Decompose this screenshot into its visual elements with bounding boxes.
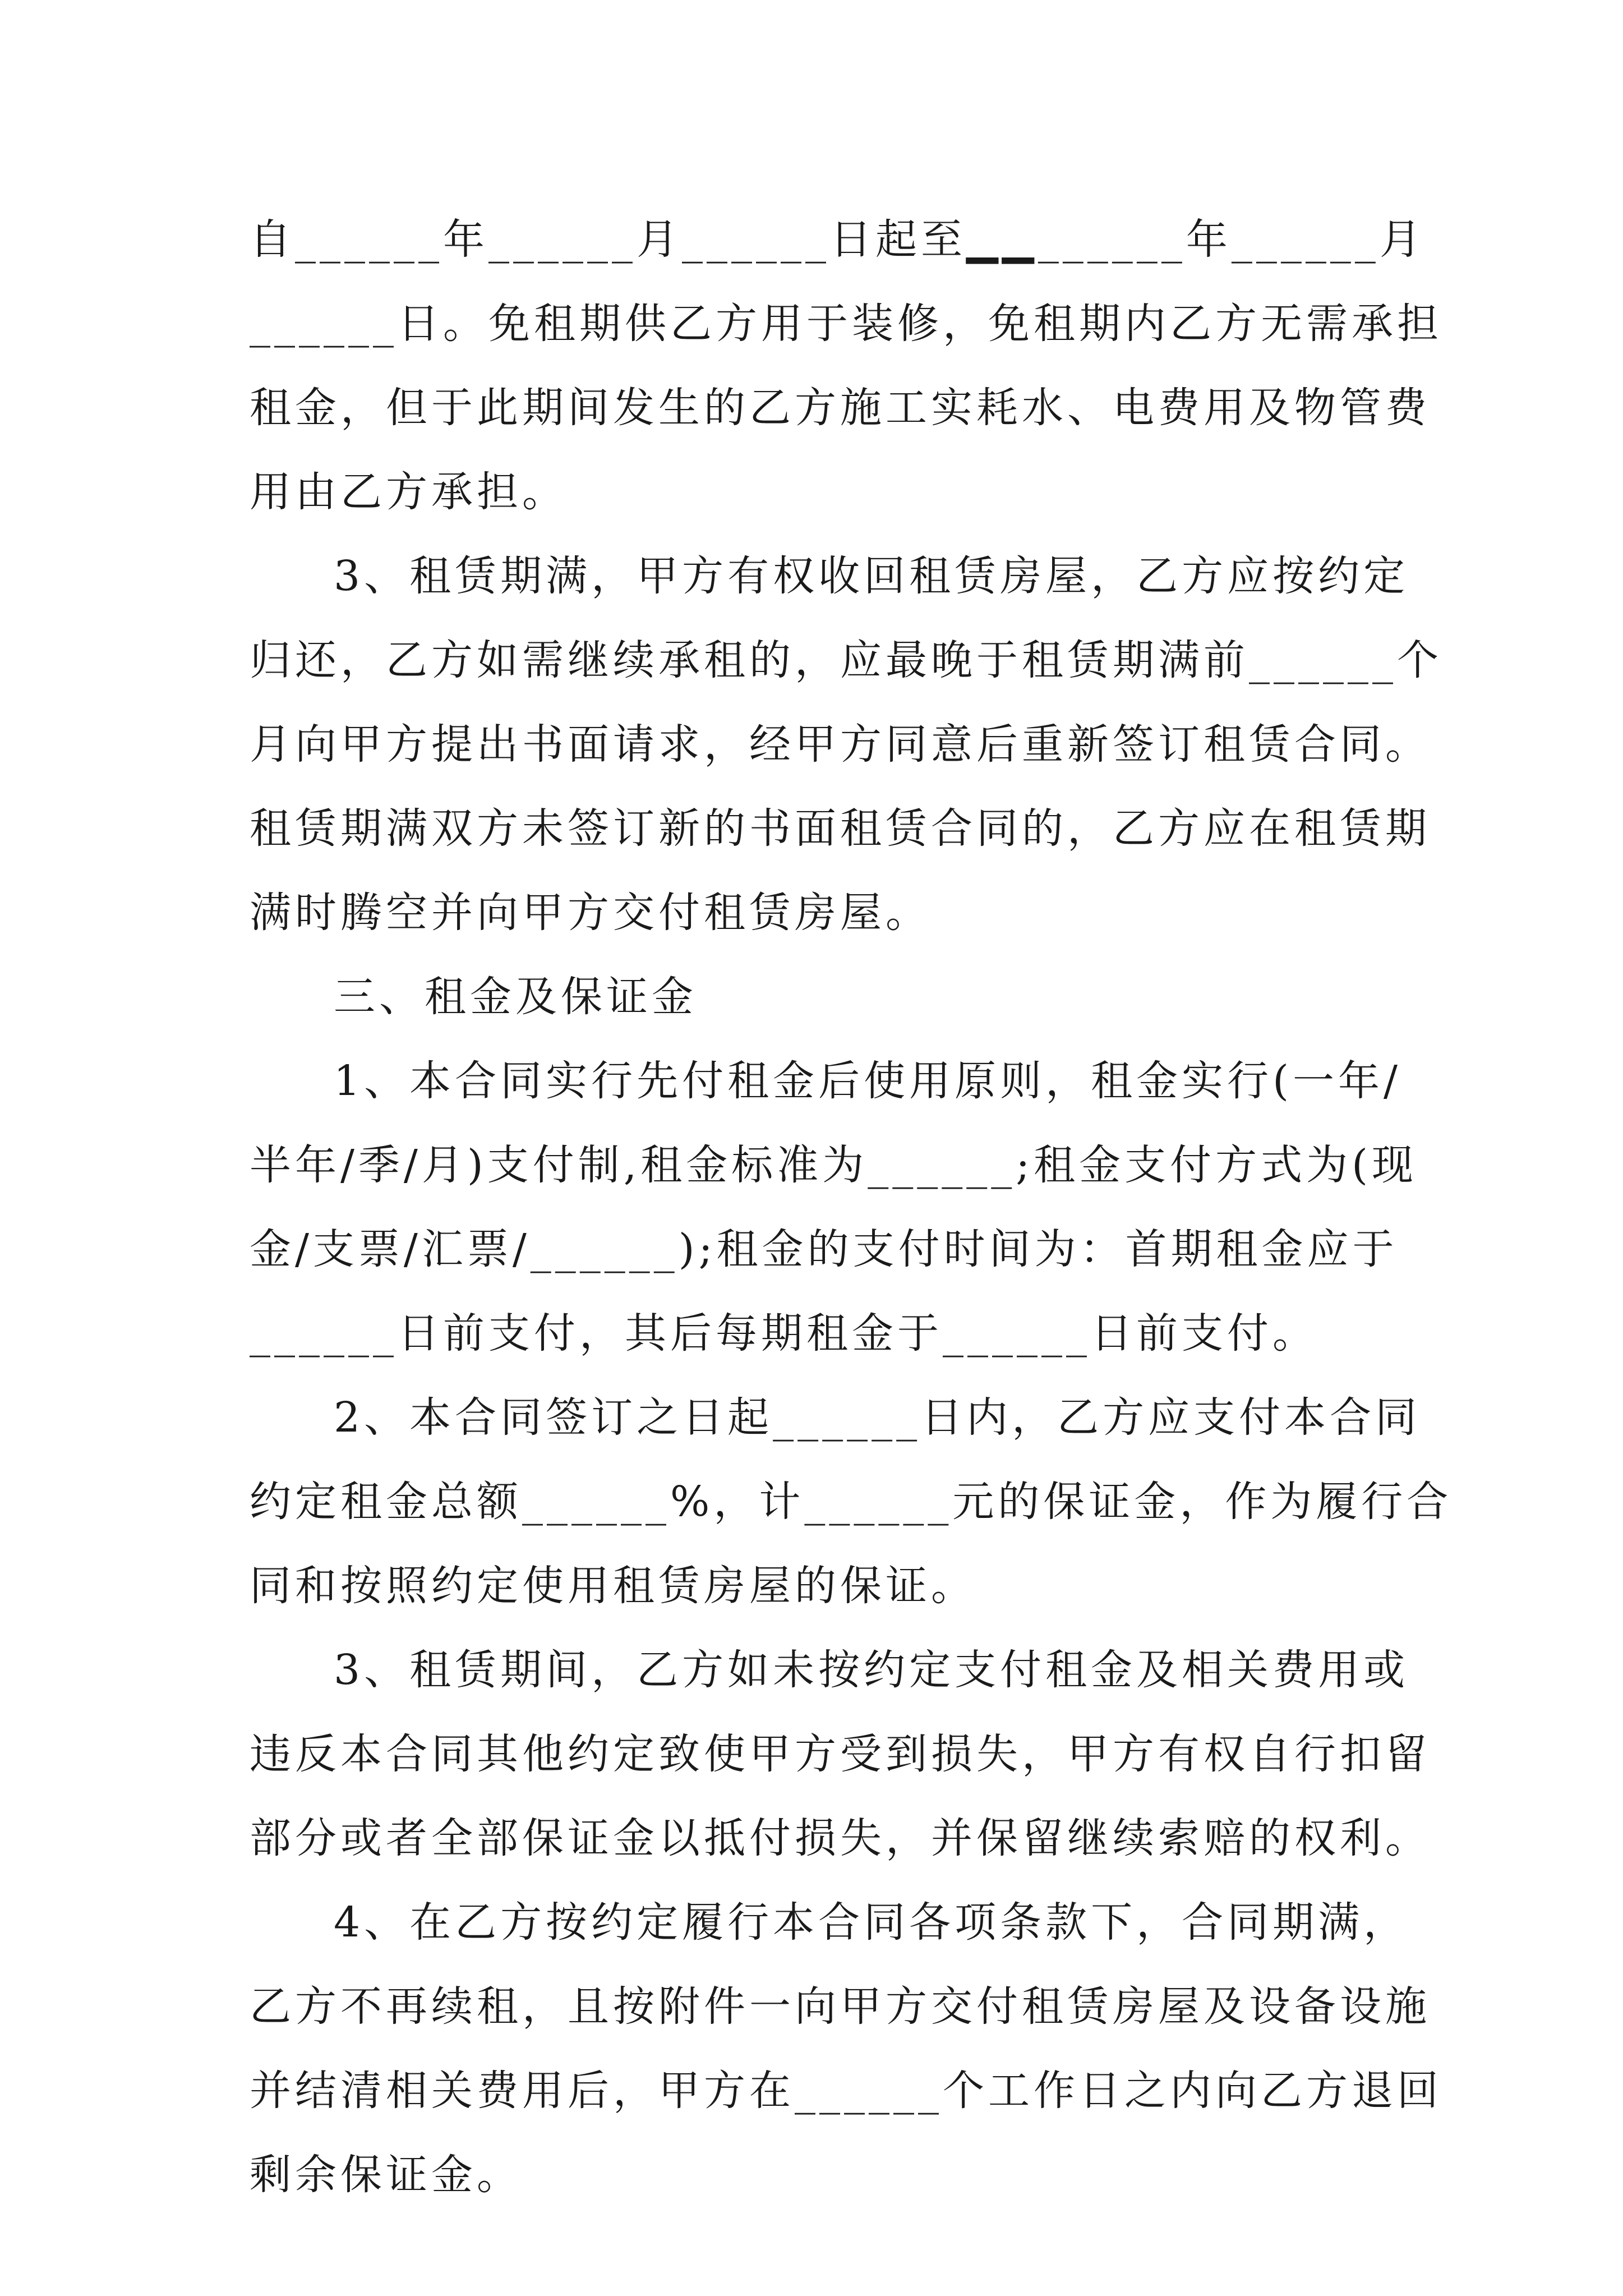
text-line: ______日前支付，其后每期租金于______日前支付。 xyxy=(250,1309,1318,1358)
text-line: 满时腾空并向甲方交付租赁房屋。 xyxy=(250,889,931,937)
text-line: 用由乙方承担。 xyxy=(250,468,568,516)
text-line: 自______年______月______日起至▁▁______年______月 xyxy=(250,215,1425,264)
text-line: 租金，但于此期间发生的乙方施工实耗水、电费用及物管费 xyxy=(250,384,1431,432)
clause-1-payment: 1、本合同实行先付租金后使用原则，租金实行(一年/ xyxy=(334,1057,1401,1105)
clause-4-refund: 4、在乙方按约定履行本合同各项条款下，合同期满， xyxy=(334,1898,1409,1947)
section-heading-rent-deposit: 三、租金及保证金 xyxy=(334,973,697,1021)
clause-3-rental-expiry: 3、租赁期满，甲方有权收回租赁房屋，乙方应按约定 xyxy=(334,552,1409,600)
text-line: 租赁期满双方未签订新的书面租赁合同的，乙方应在租赁期 xyxy=(250,804,1431,853)
text-line: 半年/季/月)支付制,租金标准为______;租金支付方式为(现 xyxy=(250,1141,1418,1189)
text-line: 同和按照约定使用租赁房屋的保证。 xyxy=(250,1562,976,1610)
text-line: 违反本合同其他约定致使甲方受到损失，甲方有权自行扣留 xyxy=(250,1730,1431,1778)
clause-2-deposit: 2、本合同签订之日起______日内，乙方应支付本合同 xyxy=(334,1393,1421,1442)
text-line: 部分或者全部保证金以抵付损失，并保留继续索赔的权利。 xyxy=(250,1814,1431,1862)
text-line: 并结清相关费用后，甲方在______个工作日之内向乙方退回 xyxy=(250,2067,1442,2115)
text-line: 乙方不再续租，且按附件一向甲方交付租赁房屋及设备设施 xyxy=(250,1982,1431,2031)
text-line: 剩余保证金。 xyxy=(250,2151,522,2199)
text-line: ______日。免租期供乙方用于装修，免租期内乙方无需承担 xyxy=(250,300,1442,348)
text-line: 月向甲方提出书面请求，经甲方同意后重新签订租赁合同。 xyxy=(250,720,1431,769)
text-line: 归还，乙方如需继续承租的，应最晚于租赁期满前______个 xyxy=(250,636,1442,684)
clause-3-deduction: 3、租赁期间，乙方如未按约定支付租金及相关费用或 xyxy=(334,1646,1409,1694)
document-body xyxy=(250,197,1453,2217)
text-line: 约定租金总额______%，计______元的保证金，作为履行合 xyxy=(250,1478,1453,1526)
text-line: 金/支票/汇票/______);租金的支付时间为：首期租金应于 xyxy=(250,1225,1398,1273)
